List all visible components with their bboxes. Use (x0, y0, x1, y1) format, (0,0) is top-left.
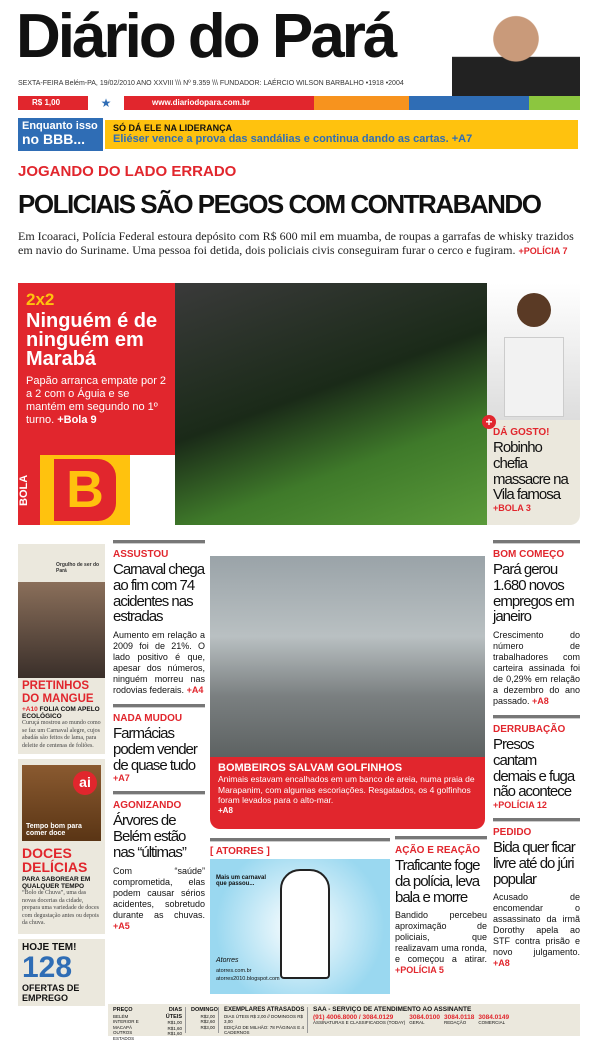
bbb-label-2: no BBB... (22, 131, 85, 147)
story-kicker: DERRUBAÇÃO (493, 724, 566, 735)
story-kicker: NADA MUDOU (113, 713, 183, 724)
ai-cover (22, 765, 101, 841)
doces-body: “Bolo de Chuva”, uma das novas docerias da cidade, prepara uma variedade de doces com degustação antes ou depois da chuva. (22, 890, 99, 926)
robinho-ref[interactable]: +BOLA 3 (493, 503, 531, 513)
bola-label: BOLA (18, 455, 40, 525)
lead-headline[interactable]: POLICIAIS SÃO PEGOS COM CONTRABANDO (18, 189, 541, 219)
atrasados-text: EDIÇÃO DE MILHÃO: 78 PÁGINAS E 4 CADERNOS (224, 1024, 305, 1035)
lead-ref[interactable]: +POLÍCIA 7 (518, 246, 568, 256)
price-value: R$1,60 (167, 1031, 182, 1036)
website-link[interactable]: www.diariodopara.com.br (124, 96, 314, 110)
bbb-text: Eliéser vence a prova das sandálias e continua dando as cartas. +A7 (113, 133, 473, 145)
phone-number[interactable]: 3084.0149 (478, 1013, 510, 1021)
column-5 (493, 540, 580, 969)
story-kicker: AGONIZANDO (113, 800, 182, 812)
sport-ref[interactable]: +Bola 9 (57, 414, 97, 426)
story-assustou[interactable] (113, 540, 205, 696)
empregos-text: OFERTAS DE EMPREGO (22, 982, 80, 1003)
orgulho-badge: Orgulho de ser do Pará (56, 562, 100, 574)
price-value: R$2,00 (200, 1013, 215, 1019)
preco-row: BELÉM (113, 1013, 129, 1019)
column-2 (113, 540, 205, 932)
bola-letter: B (54, 459, 116, 521)
cartoon (210, 838, 390, 994)
robinho-photo (487, 283, 580, 420)
price-value: R$1,60 (167, 1025, 182, 1031)
phone-label: GERAL (409, 1020, 425, 1025)
sport-body: Papão arranca empate por 2 a 2 com o Águia e se mantém em segundo no 1º turno. (26, 375, 167, 426)
pretinhos-photo (18, 582, 105, 678)
story-headline: Pará gerou 1.680 novos empregos em janeiro (493, 561, 574, 626)
ai-cover-text: Tempo bom para comer doce (26, 823, 82, 837)
story-ref[interactable]: +A5 (113, 920, 130, 931)
pretinhos-body: Curuçá mostrou ao mundo como se faz um Carnaval alegre, cujos abadás são feitos de lama, para deleite de centenas de foliões. (22, 720, 101, 749)
golfinhos-photo (210, 556, 485, 757)
story-ref[interactable]: +A8 (493, 958, 510, 969)
cartoon-site1: atorres.com.br (216, 968, 252, 974)
cartoon-label: [ ATORRES ] (210, 846, 270, 857)
story-headline: Árvores de Belém estão nas “últimas” (113, 812, 186, 861)
story-acao-reacao[interactable] (395, 836, 487, 976)
sport-box[interactable] (18, 283, 175, 455)
uteis-label: DIAS ÚTEIS (165, 1007, 182, 1020)
doces-sub: PARA SABOREAR EM QUALQUER TEMPO (22, 876, 91, 890)
golfinhos-ref[interactable]: +A8 (218, 805, 233, 815)
plus-icon: + (482, 415, 496, 429)
robinho-kicker: DÁ GOSTO! (493, 427, 550, 438)
phone-label: REDAÇÃO (444, 1020, 467, 1025)
story-ref[interactable]: +A7 (113, 773, 130, 784)
cartoon-site2: atorres2010.blogspot.com (216, 976, 280, 982)
cartoon-figure (280, 869, 330, 979)
cover-person-photo (452, 8, 580, 96)
preco-label: PREÇO (113, 1007, 133, 1013)
ai-logo: ai (73, 771, 97, 795)
bbb-kicker: SÓ DÁ ELE NA LIDERANÇA (113, 123, 233, 133)
story-ref[interactable]: +A8 (532, 696, 549, 706)
bbb-banner[interactable] (18, 118, 580, 151)
column-4 (395, 836, 487, 976)
dateline: SEXTA-FEIRA Belém-PA, 19/02/2010 ANO XXVIII \\\ Nº 9.359 \\\ FUNDADOR: LAÉRCIO WILSON BARBALHO •1918 •2004 (18, 80, 404, 87)
pretinhos-headline: PRETINHOS DO MANGUE (22, 680, 94, 705)
phone-number[interactable]: 3084.0118 (444, 1013, 475, 1021)
left-column (18, 544, 105, 1006)
phone-number[interactable]: (91) 4006.8000 / 3084.0129 (313, 1013, 394, 1021)
story-kicker: PEDIDO (493, 827, 532, 838)
pretinhos-ref[interactable]: +A10 (22, 706, 38, 713)
cartoon-caption: Mais um carnaval que passou... (216, 875, 267, 887)
price-value: R$2,60 (200, 1019, 215, 1024)
story-ref[interactable]: +POLÍCIA 5 (395, 965, 444, 976)
masthead-title: Diário do Pará (16, 2, 395, 71)
atrasados-text: DIAS ÚTEIS R$ 2,00 // DOMINGOS R$ 3,00 (224, 1013, 304, 1024)
empregos-box[interactable] (18, 939, 105, 1006)
price: R$ 1,00 (18, 96, 88, 110)
golfinhos-box[interactable] (210, 757, 485, 829)
phone-label: COMERCIAL (478, 1020, 506, 1025)
story-headline: Bida quer ficar livre até do júri popular (493, 839, 575, 888)
golfinhos-headline: BOMBEIROS SALVAM GOLFINHOS (218, 762, 403, 774)
story-headline: Traficante foge da polícia, leva bala e morre (395, 857, 480, 906)
footer (108, 1004, 580, 1041)
bola-logo (18, 455, 130, 525)
story-body: Com “saúde” comprometida, elas podem causar sérios acidentes, sobretudo durante as chuvas. (113, 865, 205, 920)
domingo-label: DOMINGO (191, 1007, 218, 1013)
lead-text: Em Icoaraci, Polícia Federal estoura depósito com R$ 600 mil em muamba, de roupas a garrafas de whisky trazidos em navio do Suriname. Uma pessoa foi detida, dois policiais civis conseguiram furar o cerco e fugiram. (18, 229, 574, 257)
story-derrubacao[interactable] (493, 715, 580, 810)
story-nada-mudou[interactable] (113, 704, 205, 783)
price-value: R$3,00 (200, 1024, 215, 1030)
preco-row: OUTROS ESTADOS (113, 1030, 135, 1041)
story-bom-comeco[interactable] (493, 540, 580, 707)
empregos-number: 128 (22, 950, 73, 984)
phone-label: ASSINATURAS E CLASSIFICADOS (TODAY) (313, 1020, 406, 1025)
story-kicker: ASSUSTOU (113, 549, 169, 560)
story-pedido[interactable] (493, 818, 580, 969)
story-body: Acusado de encomendar o assassinato da irmã Dorothy apela ao STF contra prisão e novo julgamento. (493, 892, 580, 958)
sport-score: 2x2 (26, 290, 55, 309)
story-headline: Farmácias podem vender de quase tudo (113, 725, 197, 774)
lead-body (18, 229, 583, 258)
story-body: Aumento em relação a 2009 foi de 21%. O lado positivo é que, apesar dos números, ninguém morreu nas rodovias federais. (113, 630, 205, 695)
doces-box[interactable] (18, 759, 105, 934)
lead-kicker: JOGANDO DO LADO ERRADO (18, 163, 237, 180)
cartoon-signature: Atorres (216, 957, 239, 964)
golfinhos-body: Animais estavam encalhados em um banco de areia, numa praia de Marapanim, com algumas escoriações. Resgatados, os 4 golfinhos foram levados para o alto-mar. (218, 774, 475, 805)
story-kicker: BOM COMEÇO (493, 549, 565, 560)
story-headline: Presos cantam demais e fuga não acontece (493, 736, 575, 801)
phone-number[interactable]: 3084.0100 (409, 1013, 441, 1021)
robinho-headline: Robinho chefia massacre na Vila famosa (493, 439, 568, 504)
color-bar (18, 96, 580, 110)
star-icon: ★ (88, 96, 124, 110)
story-kicker: AÇÃO E REAÇÃO (395, 845, 481, 856)
bbb-label-1: Enquanto isso (22, 120, 98, 132)
sport-headline: Ninguém é de ninguém em Marabá (26, 310, 158, 370)
atrasados-label: EXEMPLARES ATRASADOS (224, 1007, 305, 1013)
story-agonizando[interactable] (113, 791, 205, 931)
story-body: Bandido percebeu aproximação de policiais, que realizavam uma ronda, e começou a atirar. (395, 910, 487, 965)
saa-label: SAA - SERVIÇO DE ATENDIMENTO AO ASSINANTE (313, 1006, 472, 1013)
preco-row: INTERIOR E MACAPÁ (113, 1019, 139, 1030)
football-photo (175, 283, 487, 525)
story-ref[interactable]: +POLÍCIA 12 (493, 800, 547, 810)
story-body: Crescimento do número de trabalhadores com carteira assinada foi de 0,29% em relação a dezembro do ano passado. (493, 630, 580, 706)
empregos-label: HOJE TEM! (22, 941, 77, 953)
doces-headline: DOCES DELÍCIAS (22, 845, 88, 875)
story-ref[interactable]: +A4 (186, 685, 204, 695)
pretinhos-box[interactable] (18, 544, 105, 754)
story-headline: Carnaval chega ao fim com 74 acidentes nas estradas (113, 561, 205, 626)
robinho-box[interactable] (487, 420, 580, 525)
cartoon-image (210, 859, 390, 994)
price-value: R$1,00 (167, 1020, 182, 1025)
pretinhos-sub: FOLIA COM APELO ECOLÓGICO (22, 706, 100, 720)
